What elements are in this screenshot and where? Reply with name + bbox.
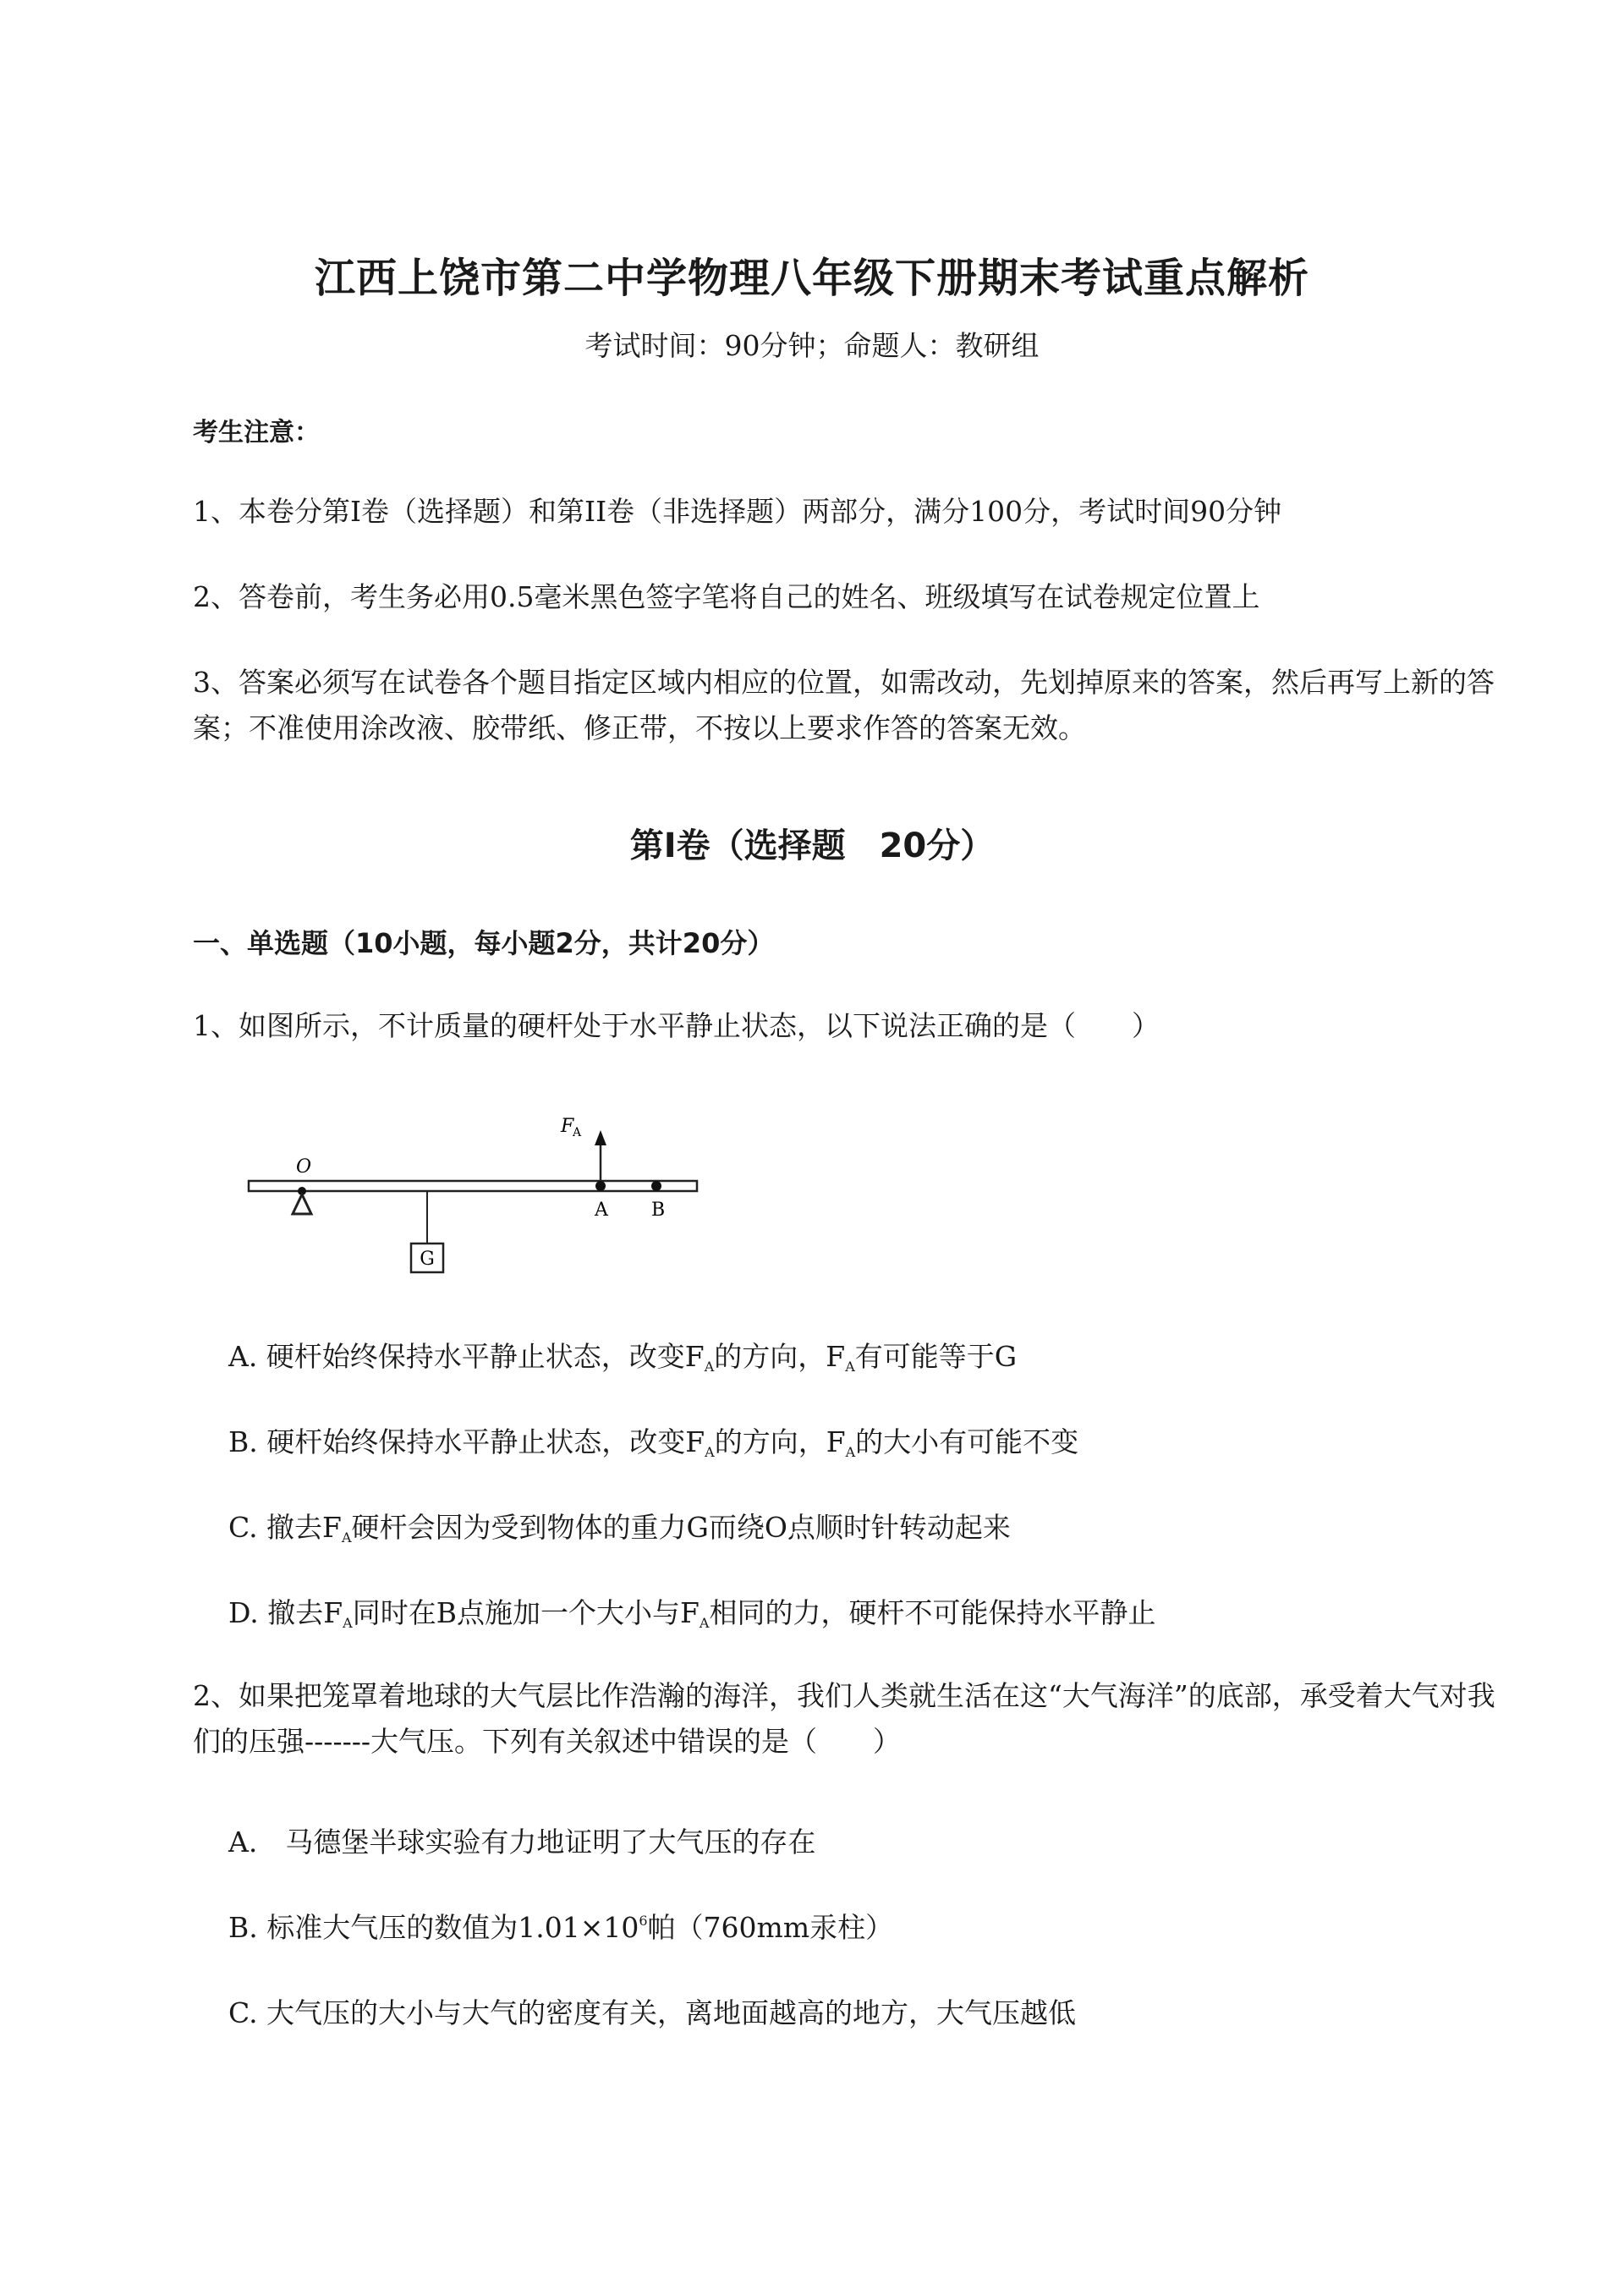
point-b [651,1181,661,1191]
question-1-option-a[interactable] [228,1335,1017,1375]
question-2-option-a[interactable]: A. 马德堡半球实验有力地证明了大气压的存在 [228,1826,816,1859]
option-text: B. 硬杆始终保持水平静止状态，改变F [228,1425,705,1458]
question-2-stem: 2、如果把笼罩着地球的大气层比作浩瀚的海洋，我们人类就生活在这“大气海洋”的底部，承受着大气对我们的压强-------大气压。下列有关叙述中错误的是（ ） [193,1679,1495,1758]
exam-info: 考试时间：90分钟；命题人：教研组 [584,329,1040,362]
notice-item-2: 2、答卷前，考生务必用0.5毫米黑色签字笔将自己的姓名、班级填写在试卷规定位置上 [193,580,1260,613]
superscript: 6 [639,1913,648,1929]
label-o: O [296,1156,312,1178]
notice-item-1: 1、本卷分第I卷（选择题）和第II卷（非选择题）两部分，满分100分，考试时间90分钟 [193,495,1282,528]
label-b: B [651,1200,666,1221]
subscript: A [341,1529,352,1546]
option-text: 相同的力，硬杆不可能保持水平静止 [709,1596,1156,1629]
subscript: A [343,1615,353,1631]
option-text: C. 撤去F [228,1511,342,1544]
option-text: 同时在B点施加一个大小与F [352,1596,700,1629]
question-1-option-b[interactable] [228,1420,1078,1460]
part-heading: 一、单选题（10小题，每小题2分，共计20分） [193,927,775,959]
label-f: F [561,1116,574,1137]
notice-item-3: 3、答案必须写在试卷各个题目指定区域内相应的位置，如需改动，先划掉原来的答案，然后再写上新的答案；不准使用涂改液、胶带纸、修正带，不按以上要求作答的答案无效。 [193,666,1495,744]
point-a [595,1181,606,1191]
option-text: A. 硬杆始终保持水平静止状态，改变F [228,1340,705,1373]
question-1-stem: 1、如图所示，不计质量的硬杆处于水平静止状态，以下说法正确的是（ ） [193,1009,1160,1042]
page-title: 江西上饶市第二中学物理八年级下册期末考试重点解析 [314,255,1309,302]
question-2-option-b[interactable] [228,1906,893,1946]
question-1-option-c[interactable] [228,1506,1011,1546]
label-a: A [595,1200,608,1221]
option-text: D. 撤去F [228,1596,343,1629]
label-f-sub: A [573,1126,582,1139]
force-arrow-head [595,1130,606,1145]
subscript: A [845,1444,856,1460]
section-title: 第I卷（选择题 20分） [629,826,995,865]
option-text: 有可能等于G [854,1340,1018,1373]
fulcrum-icon [293,1194,311,1214]
question-1-option-d[interactable] [228,1591,1155,1631]
subscript: A [705,1444,715,1460]
option-text: B. 标准大气压的数值为1.01×10 [228,1911,639,1944]
option-text: 的大小有可能不变 [855,1425,1079,1458]
option-text: 帕（760mm汞柱） [647,1911,894,1944]
option-text: 硬杆会因为受到物体的重力G而绕O点顺时针转动起来 [351,1511,1011,1544]
lever-diagram [237,1100,710,1294]
subscript: A [845,1359,855,1375]
subscript: A [704,1359,715,1375]
lever-bar [249,1181,697,1191]
notice-heading: 考生注意： [193,418,320,447]
subscript: A [699,1615,710,1631]
option-text: 的方向，F [714,1340,846,1373]
question-2-option-c[interactable]: C. 大气压的大小与大气的密度有关，离地面越高的地方，大气压越低 [228,1996,1077,2029]
option-text: 的方向，F [714,1425,846,1458]
label-g: G [420,1249,435,1270]
